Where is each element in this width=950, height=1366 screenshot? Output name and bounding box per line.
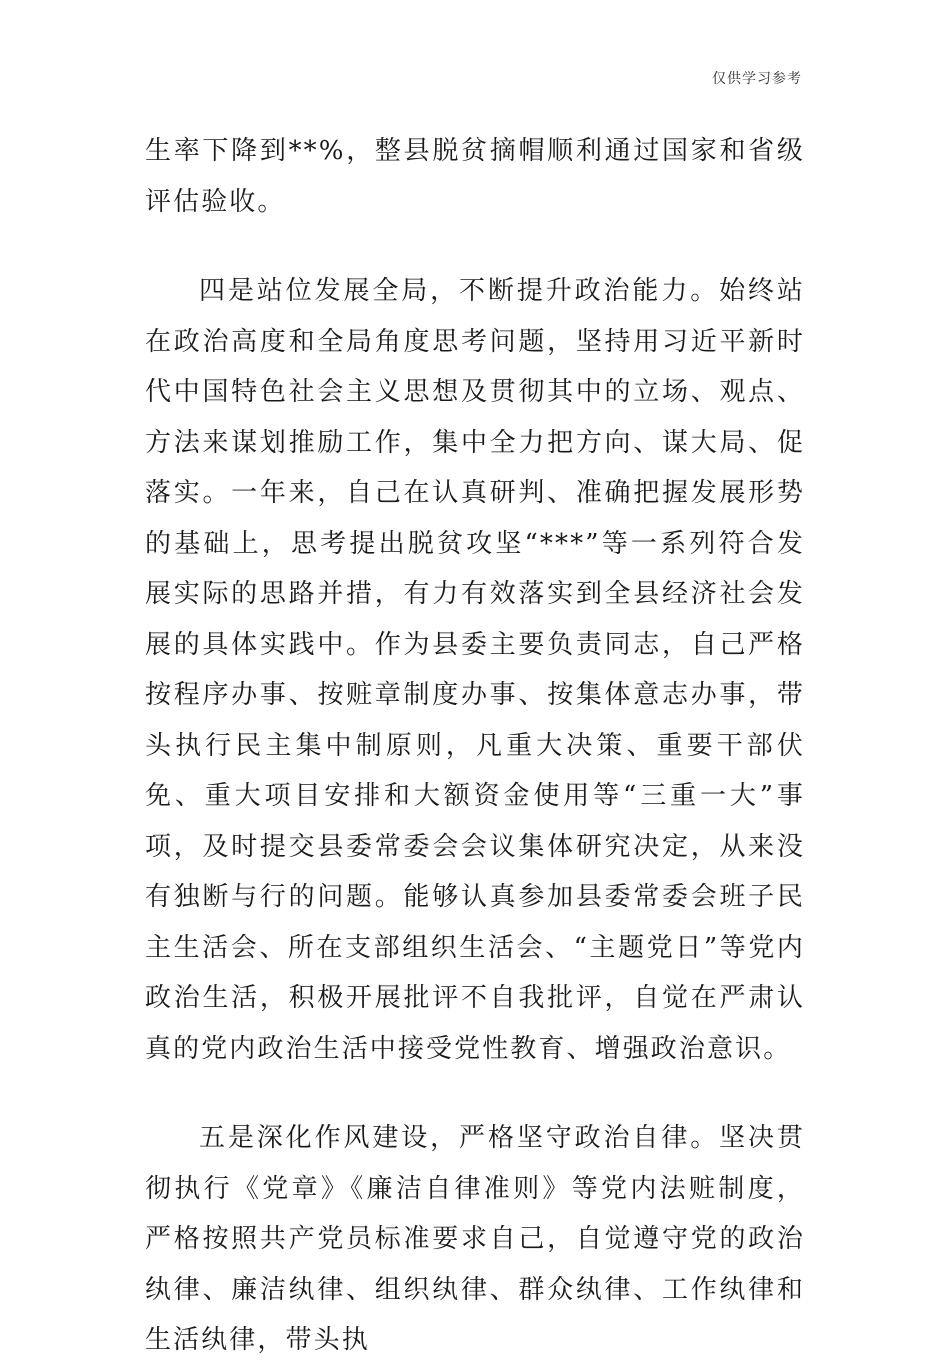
paragraph-3: 五是深化作风建设，严格坚守政治自律。坚决贯彻执行《党章》《廉洁自律准则》等党内法赃制度，严格按照共产党员标准要求自己，自觉遵守党的政治纨律、廉洁纨律、组织纨律、群众纨律、工作纨律和生活纨律，带头执: [145, 1123, 805, 1355]
paragraph-gap: [145, 227, 805, 266]
paragraph-1: 生率下降到**%，整县脱贫摘帽顺利通过国家和省级评估验收。: [145, 136, 805, 217]
paragraph-2: 四是站位发展全局，不断提升政治能力。始终站在政治高度和全局角度思考问题，坚持用习近平新时代中国特色社会主义思想及贯彻其中的立场、观点、方法来谋划推励工作，集中全力把方向、谋大局、促落实。一年来，自己在认真研判、准确把握发展形势的基础上，思考提出脱贫攻坚“***”等一系列符合发展实际的思路并措，有力有效落实到全县经济社会发展的具体实践中。作为县委主要负责同志，自己严格按程序办事、按赃章制度办事、按集体意志办事，带头执行民主集中制原则，凡重大决策、重要干部伏免、重大项目安排和大额资金使用等“三重一大”事项，及时提交县委常委会会议集体研究决定，从来没有独断与行的问题。能够认真参加县委常委会班子民主生活会、所在支部组织生活会、“主题党日”等党内政治生活，积极开展批评不自我批评，自觉在严肃认真的党内政治生活中接受党性教育、增强政治意识。: [145, 276, 806, 1064]
document-body: [145, 126, 805, 1366]
header-note: 仅供学习参考: [712, 71, 802, 87]
paragraph-gap: [145, 1074, 805, 1113]
